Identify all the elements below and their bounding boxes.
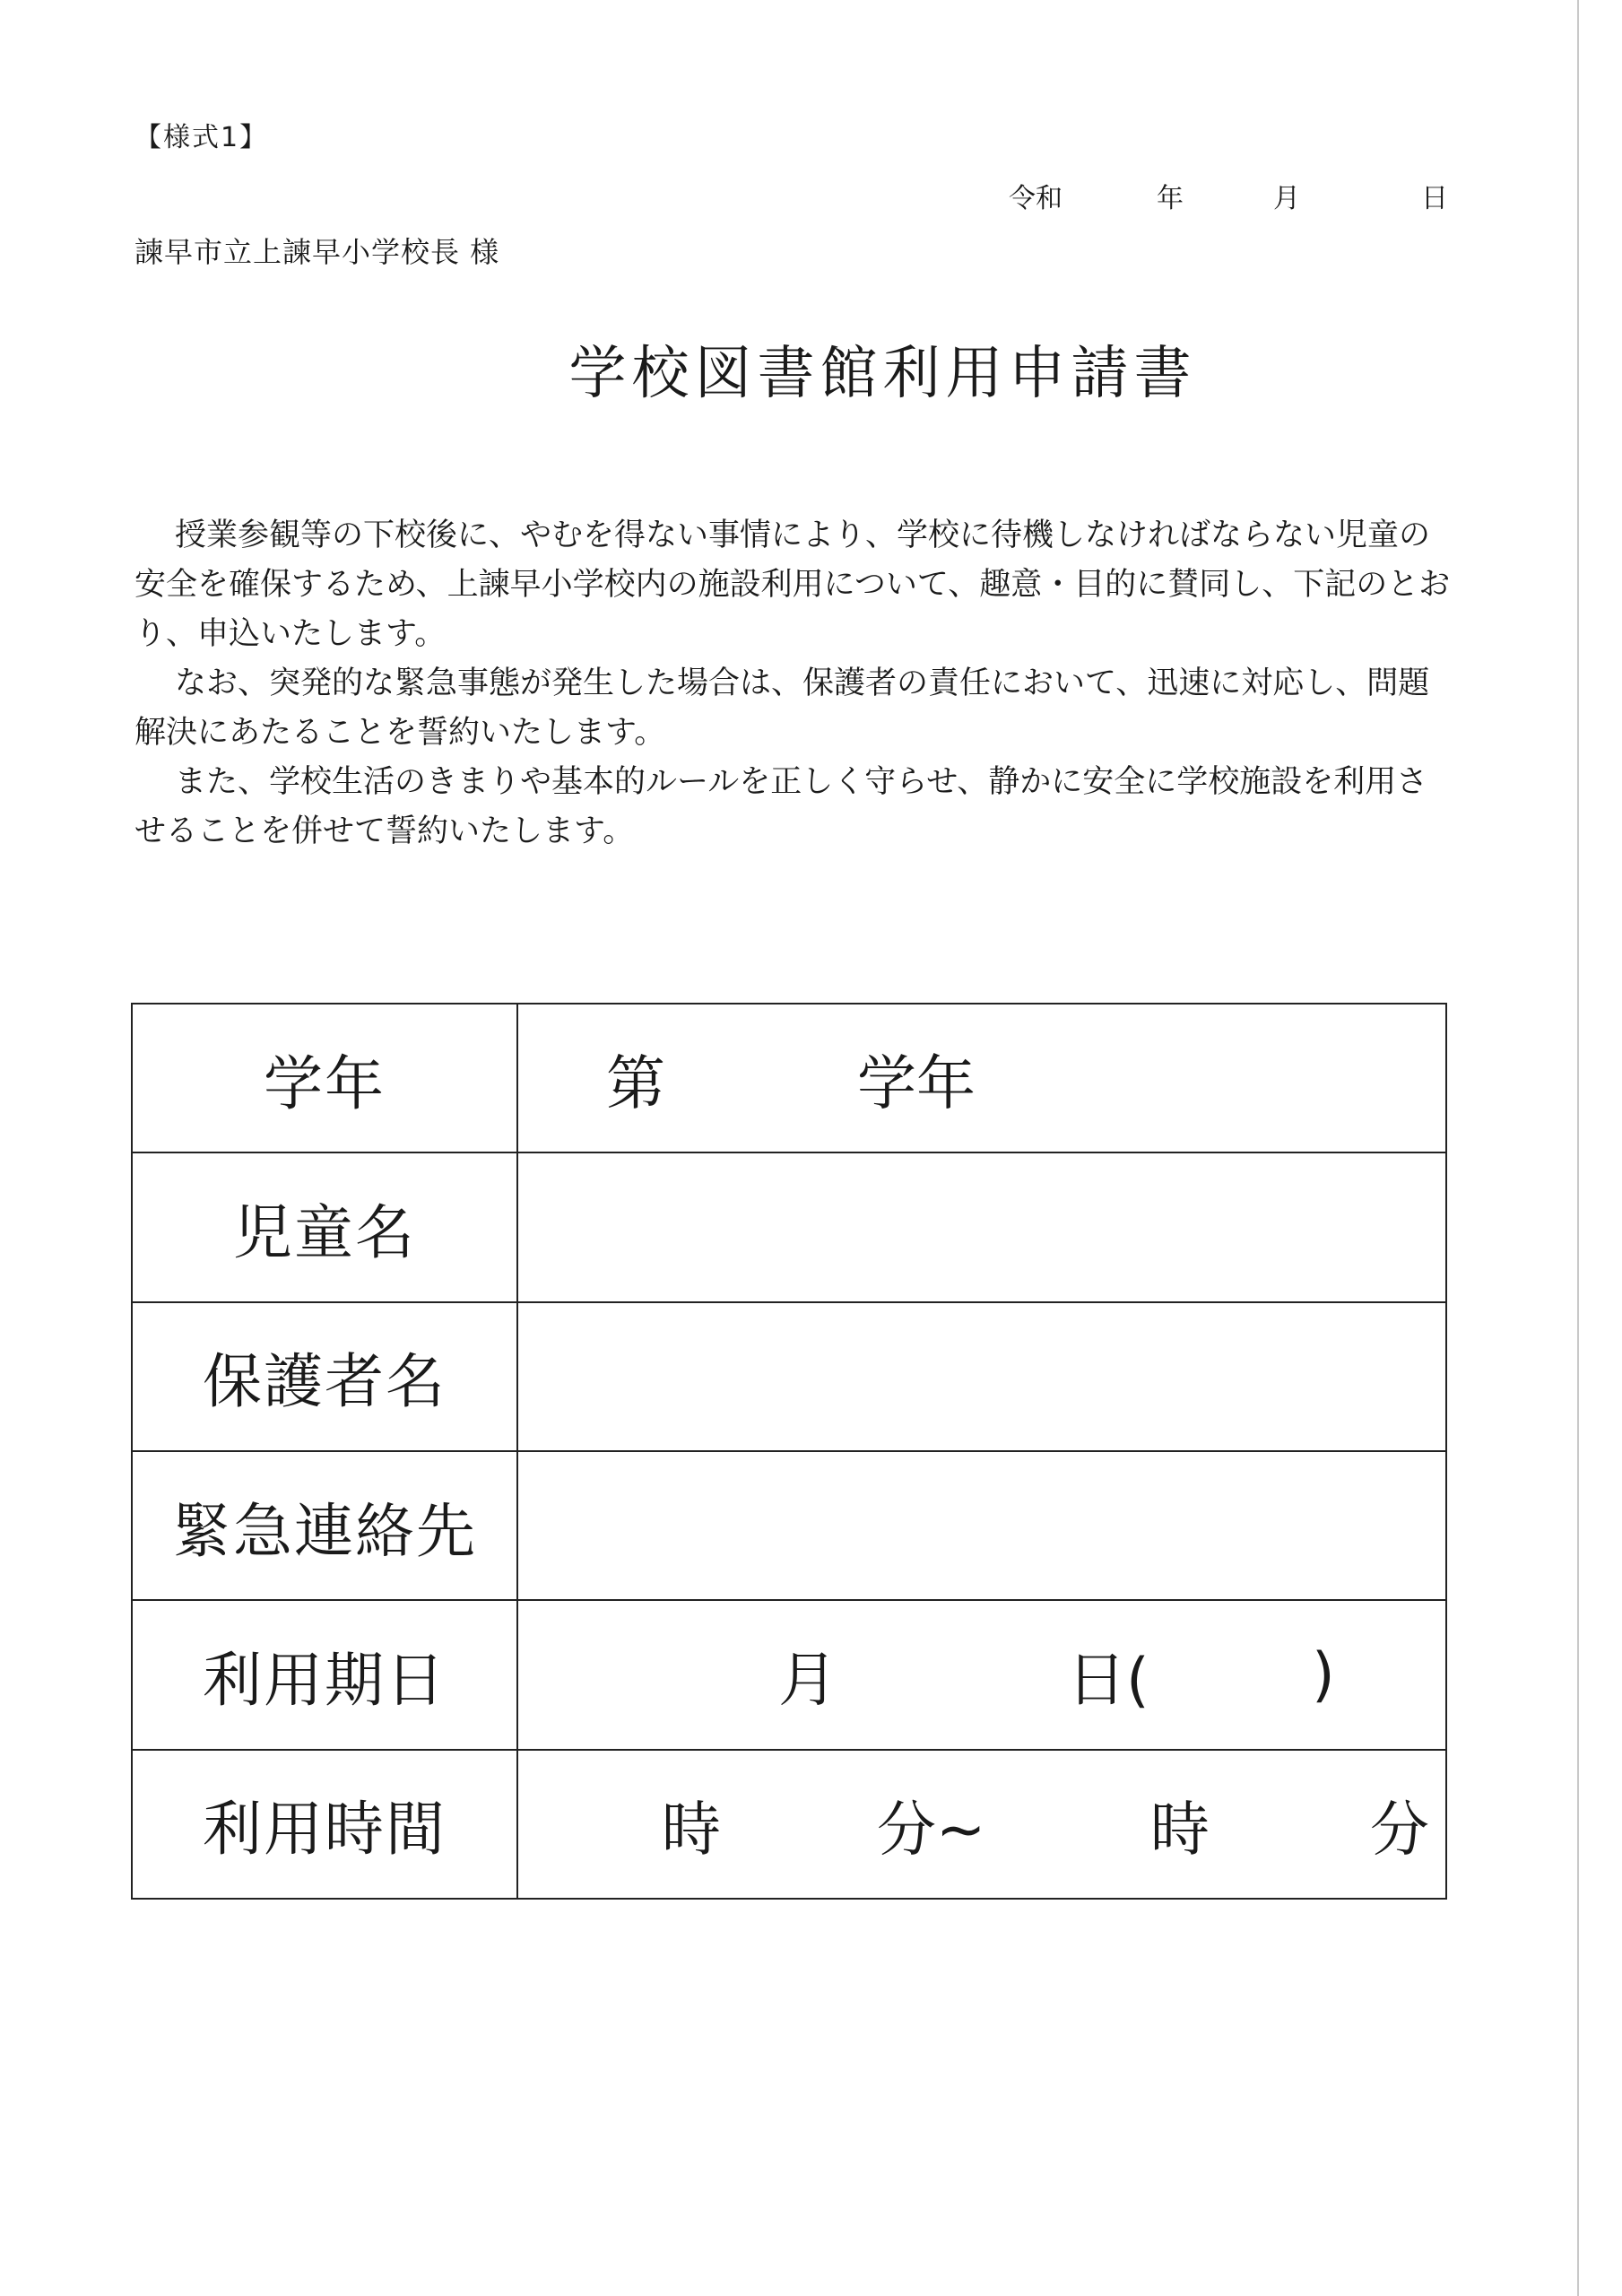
emergency-contact-field[interactable] [517, 1451, 1446, 1600]
body-paragraph: なお、突発的な緊急事態が発生した場合は、保護者の責任において、迅速に対応し、問題解決にあたることを誓約いたします。 [134, 665, 1430, 751]
grade-field[interactable] [517, 1004, 1446, 1152]
use-time-minute-start: 分~ [877, 1795, 986, 1865]
date-day: 日 [1421, 183, 1448, 214]
use-date-label: 利用期日 [132, 1600, 517, 1749]
grade-prefix: 第 [606, 1048, 665, 1118]
application-form-table [131, 1003, 1447, 1900]
body-paragraph: 授業参観等の下校後に、やむを得ない事情により、学校に待機しなければならない児童の安全を確保するため、上諫早小学校内の施設利用について、趣意・目的に賛同し、下記のとおり、申込いたします。 [134, 517, 1451, 652]
use-time-hour-end: 時 [1150, 1795, 1210, 1865]
guardian-name-label: 保護者名 [132, 1302, 517, 1451]
document-title [0, 327, 1622, 410]
guardian-name-field[interactable] [517, 1302, 1446, 1451]
body-text [134, 511, 1453, 857]
use-time-minute-end: 分 [1370, 1795, 1429, 1865]
use-date-close: ) [1312, 1639, 1335, 1709]
use-time-label: 利用時間 [132, 1750, 517, 1899]
grade-row [132, 1004, 1446, 1152]
form-number: 【様式1】 [134, 122, 269, 153]
child-name-label: 児童名 [132, 1152, 517, 1301]
document-title-text: 学校図書館利用申請書 [568, 341, 1197, 407]
grade-suffix: 学年 [857, 1048, 976, 1118]
addressee: 諫早市立上諫早小学校長 様 [134, 235, 500, 269]
use-date-field[interactable] [517, 1600, 1446, 1749]
emergency-contact-label: 緊急連絡先 [132, 1451, 517, 1600]
use-time-row [132, 1750, 1446, 1899]
date-era: 令和 [1009, 183, 1063, 214]
use-date-row [132, 1600, 1446, 1749]
body-paragraph: また、学校生活のきまりや基本的ルールを正しく守らせ、静かに安全に学校施設を利用させることを併せて誓約いたします。 [134, 764, 1428, 849]
date-year: 年 [1157, 183, 1184, 214]
child-name-row [132, 1152, 1446, 1301]
use-time-field[interactable] [517, 1750, 1446, 1899]
grade-label: 学年 [132, 1004, 517, 1152]
use-date-month: 月 [778, 1645, 837, 1715]
child-name-field[interactable] [517, 1152, 1446, 1301]
emergency-contact-row [132, 1451, 1446, 1600]
use-date-day: 日( [1067, 1645, 1149, 1715]
guardian-name-row [132, 1302, 1446, 1451]
use-time-hour-start: 時 [662, 1795, 721, 1865]
date-month: 月 [1273, 183, 1300, 214]
